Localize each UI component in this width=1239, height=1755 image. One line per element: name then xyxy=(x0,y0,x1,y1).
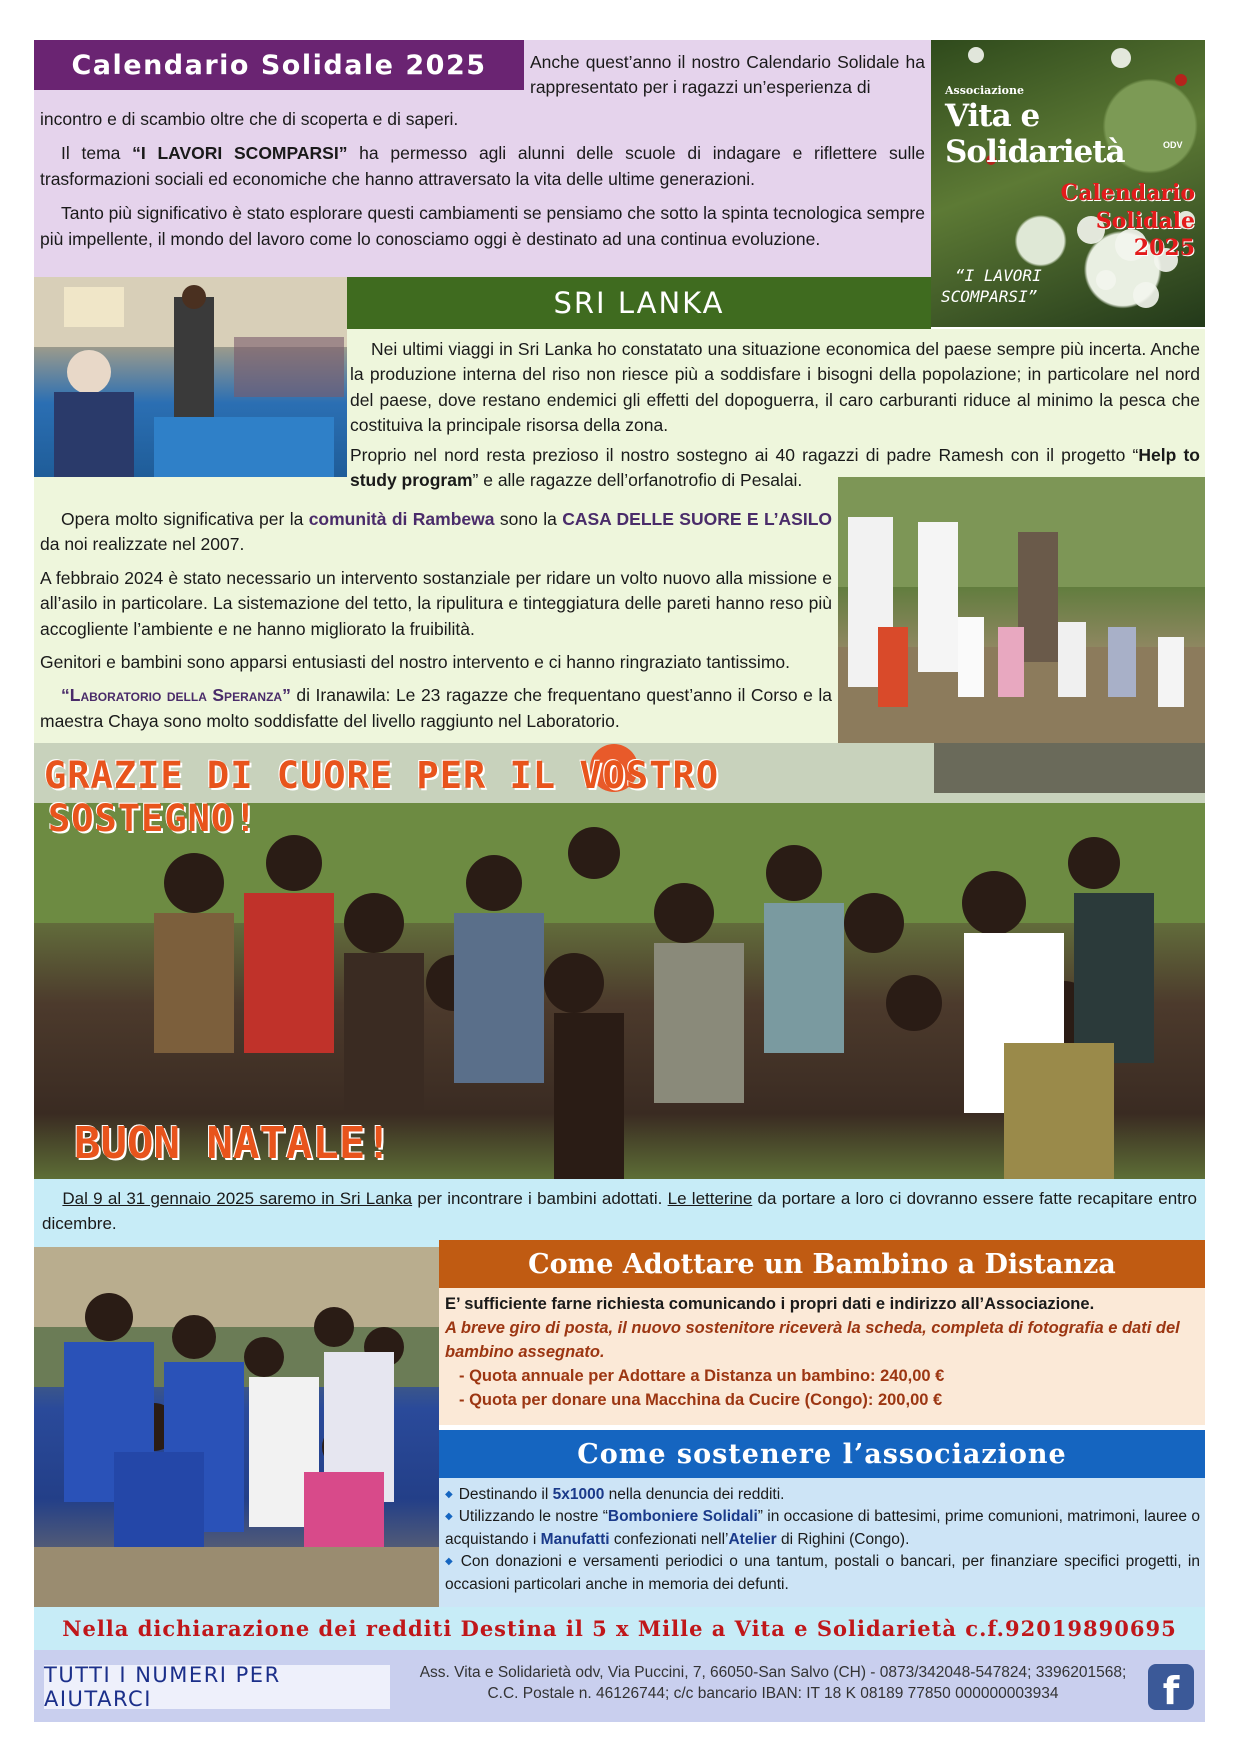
calendario-title: Calendario Solidale 2025 xyxy=(34,40,524,90)
congo-children-photo xyxy=(34,1247,439,1607)
cover-association-name: Vita e Solidarietà xyxy=(945,98,1125,170)
srilanka-text-rambewa xyxy=(40,507,832,742)
letterine-link[interactable]: Le letterine xyxy=(667,1189,753,1208)
facebook-icon[interactable]: f xyxy=(1148,1664,1194,1710)
calendario-intro: Anche quest’anno il nostro Calendario Solidale ha rappresentato per i ragazzi un’esperienza di xyxy=(530,52,925,98)
srilanka-classroom-photo xyxy=(34,277,347,487)
sostenere-item-bomboniere: ◆ Utilizzando le nostre “Bomboniere Solidali” in occasione di battesimi, prime comunioni, matrimoni, lauree o acquistando i Manufatti confezionati nell’Atelier di Righini (Congo). xyxy=(445,1506,1200,1551)
buon-natale-banner: BUON NATALE! xyxy=(74,1118,392,1169)
adopt-title: Come Adottare un Bambino a Distanza xyxy=(439,1240,1205,1288)
adopt-quota-macchina: - Quota per donare una Macchina da Cucire (Congo): 200,00 € xyxy=(459,1390,943,1409)
contact-address: Ass. Vita e Solidarietà odv, Via Puccini, 7, 66050-San Salvo (CH) - 0873/342048-547824; 3396201568; xyxy=(419,1664,1127,1681)
calendario-paragraph-tema: Il tema “I LAVORI SCOMPARSI” ha permesso agli alunni delle scuole di indagare e riflettere sulle trasformazioni sociali ed economiche che hanno attraversato la vita delle ultime generazioni. xyxy=(40,143,925,189)
sostenere-item-5x1000: ◆ Destinando il 5x1000 nella denuncia dei redditi. xyxy=(445,1484,1200,1506)
calendar-cover-image xyxy=(931,40,1205,327)
sostenere-title: Come sostenere l’associazione xyxy=(439,1430,1205,1478)
srilanka-title: SRI LANKA xyxy=(347,277,931,329)
srilanka-paragraph-rambewa: Opera molto significativa per la comunità di Rambewa sono la CASA DELLE SUORE E L’ASILO da noi realizzate nel 2007. xyxy=(40,509,832,555)
kindergarten-photo-shapes xyxy=(838,477,1205,743)
srilanka-paragraph-laboratorio: “Laboratorio della Speranza” di Iranawila: Le 23 ragazze che frequentano quest’anno il Corso e la maestra Chaya sono molto soddisfatte del livello raggiunto nel Laboratorio. xyxy=(40,685,832,731)
sostenere-list xyxy=(445,1484,1200,1596)
cover-calendar-title: Calendario Solidale 2025 xyxy=(1060,180,1195,261)
calendario-intro-cont: incontro e di scambio oltre che di scoperta e di saperi. xyxy=(40,109,459,129)
srilanka-paragraph-genitori: Genitori e bambini sono apparsi entusiasti del nostro intervento e ci hanno ringraziato tantissimo. xyxy=(40,651,790,672)
cinque-per-mille-banner: Nella dichiarazione dei redditi Destina il 5 x Mille a Vita e Solidarietà c.f.92019890695 xyxy=(34,1607,1205,1650)
srilanka-paragraph-help: Proprio nel nord resta prezioso il nostro sostegno ai 40 ragazzi di padre Ramesh con il progetto “Help to study program” e alle ragazze dell’orfanotrofio di Pesalai. xyxy=(350,445,1200,491)
adopt-quota-annuale: - Quota annuale per Adottare a Distanza un bambino: 240,00 € xyxy=(459,1366,945,1385)
grazie-banner: GRAZIE DI CUORE PER IL VOSTRO SOSTEGNO! xyxy=(44,754,720,840)
adopt-text xyxy=(445,1293,1200,1413)
congo-photo-shapes xyxy=(34,1247,439,1607)
contact-info xyxy=(408,1663,1138,1705)
cover-odv: ODV xyxy=(1163,140,1183,150)
numeri-label: TUTTI I NUMERI PER AIUTARCI xyxy=(44,1665,390,1709)
trip-notice: Dal 9 al 31 gennaio 2025 saremo in Sri Lanka per incontrare i bambini adottati. Le letterine da portare a loro ci dovranno essere fatte recapitare entro dicembre. xyxy=(34,1179,1205,1247)
adopt-line-scheda: A breve giro di posta, il nuovo sostenitore riceverà la scheda, completa di fotografia e dati del bambino assegnato. xyxy=(445,1318,1180,1361)
cover-tema: “I LAVORI SCOMPARSI” xyxy=(941,266,1042,306)
sostenere-item-donazioni: ◆ Con donazioni e versamenti periodici o una tantum, postali o bancari, per finanziare specifici progetti, in occasioni particolari anche in memoria dei defunti. xyxy=(445,1551,1200,1596)
adopt-line-request: E’ sufficiente farne richiesta comunicando i propri dati e indirizzo all’Associazione. xyxy=(445,1295,1095,1313)
srilanka-paragraph-economia: Nei ultimi viaggi in Sri Lanka ho constatato una situazione economica del paese sempre più incerta. Anche la produzione interna del riso non riesce più a soddisfare i bisogni della popolazione; in particolare nel nord del paese, dove restano endemici gli effetti del dopoguerra, il caro carburanti riduce al minimo la pesca che costituiva la principale risorsa della zona. xyxy=(350,339,1200,436)
calendario-text xyxy=(40,107,925,261)
calendario-paragraph-evoluzione: Tanto più significativo è stato esplorare questi cambiamenti se pensiamo che sotto la spinta tecnologica sempre più impellente, il mondo del lavoro come lo conosciamo oggi è destinato ad una continua evoluzione. xyxy=(40,203,925,249)
srilanka-kindergarten-photo xyxy=(838,477,1205,743)
trip-dates-link[interactable]: Dal 9 al 31 gennaio 2025 saremo in Sri Lanka xyxy=(62,1189,413,1208)
classroom-photo-shapes xyxy=(34,277,347,487)
cover-assoc-label: Associazione xyxy=(945,84,1025,97)
contact-bank: C.C. Postale n. 46126744; c/c bancario IBAN: IT 18 K 08189 77850 000000003934 xyxy=(487,1684,1059,1702)
srilanka-paragraph-febbraio: A febbraio 2024 è stato necessario un intervento sostanziale per ridare un volto nuovo alla missione e all’asilo in particolare. La sistemazione del tetto, la ripulitura e tinteggiatura delle pareti hanno reso più accogliente l’ambiente e ne hanno migliorato la fruibilità. xyxy=(40,567,832,639)
